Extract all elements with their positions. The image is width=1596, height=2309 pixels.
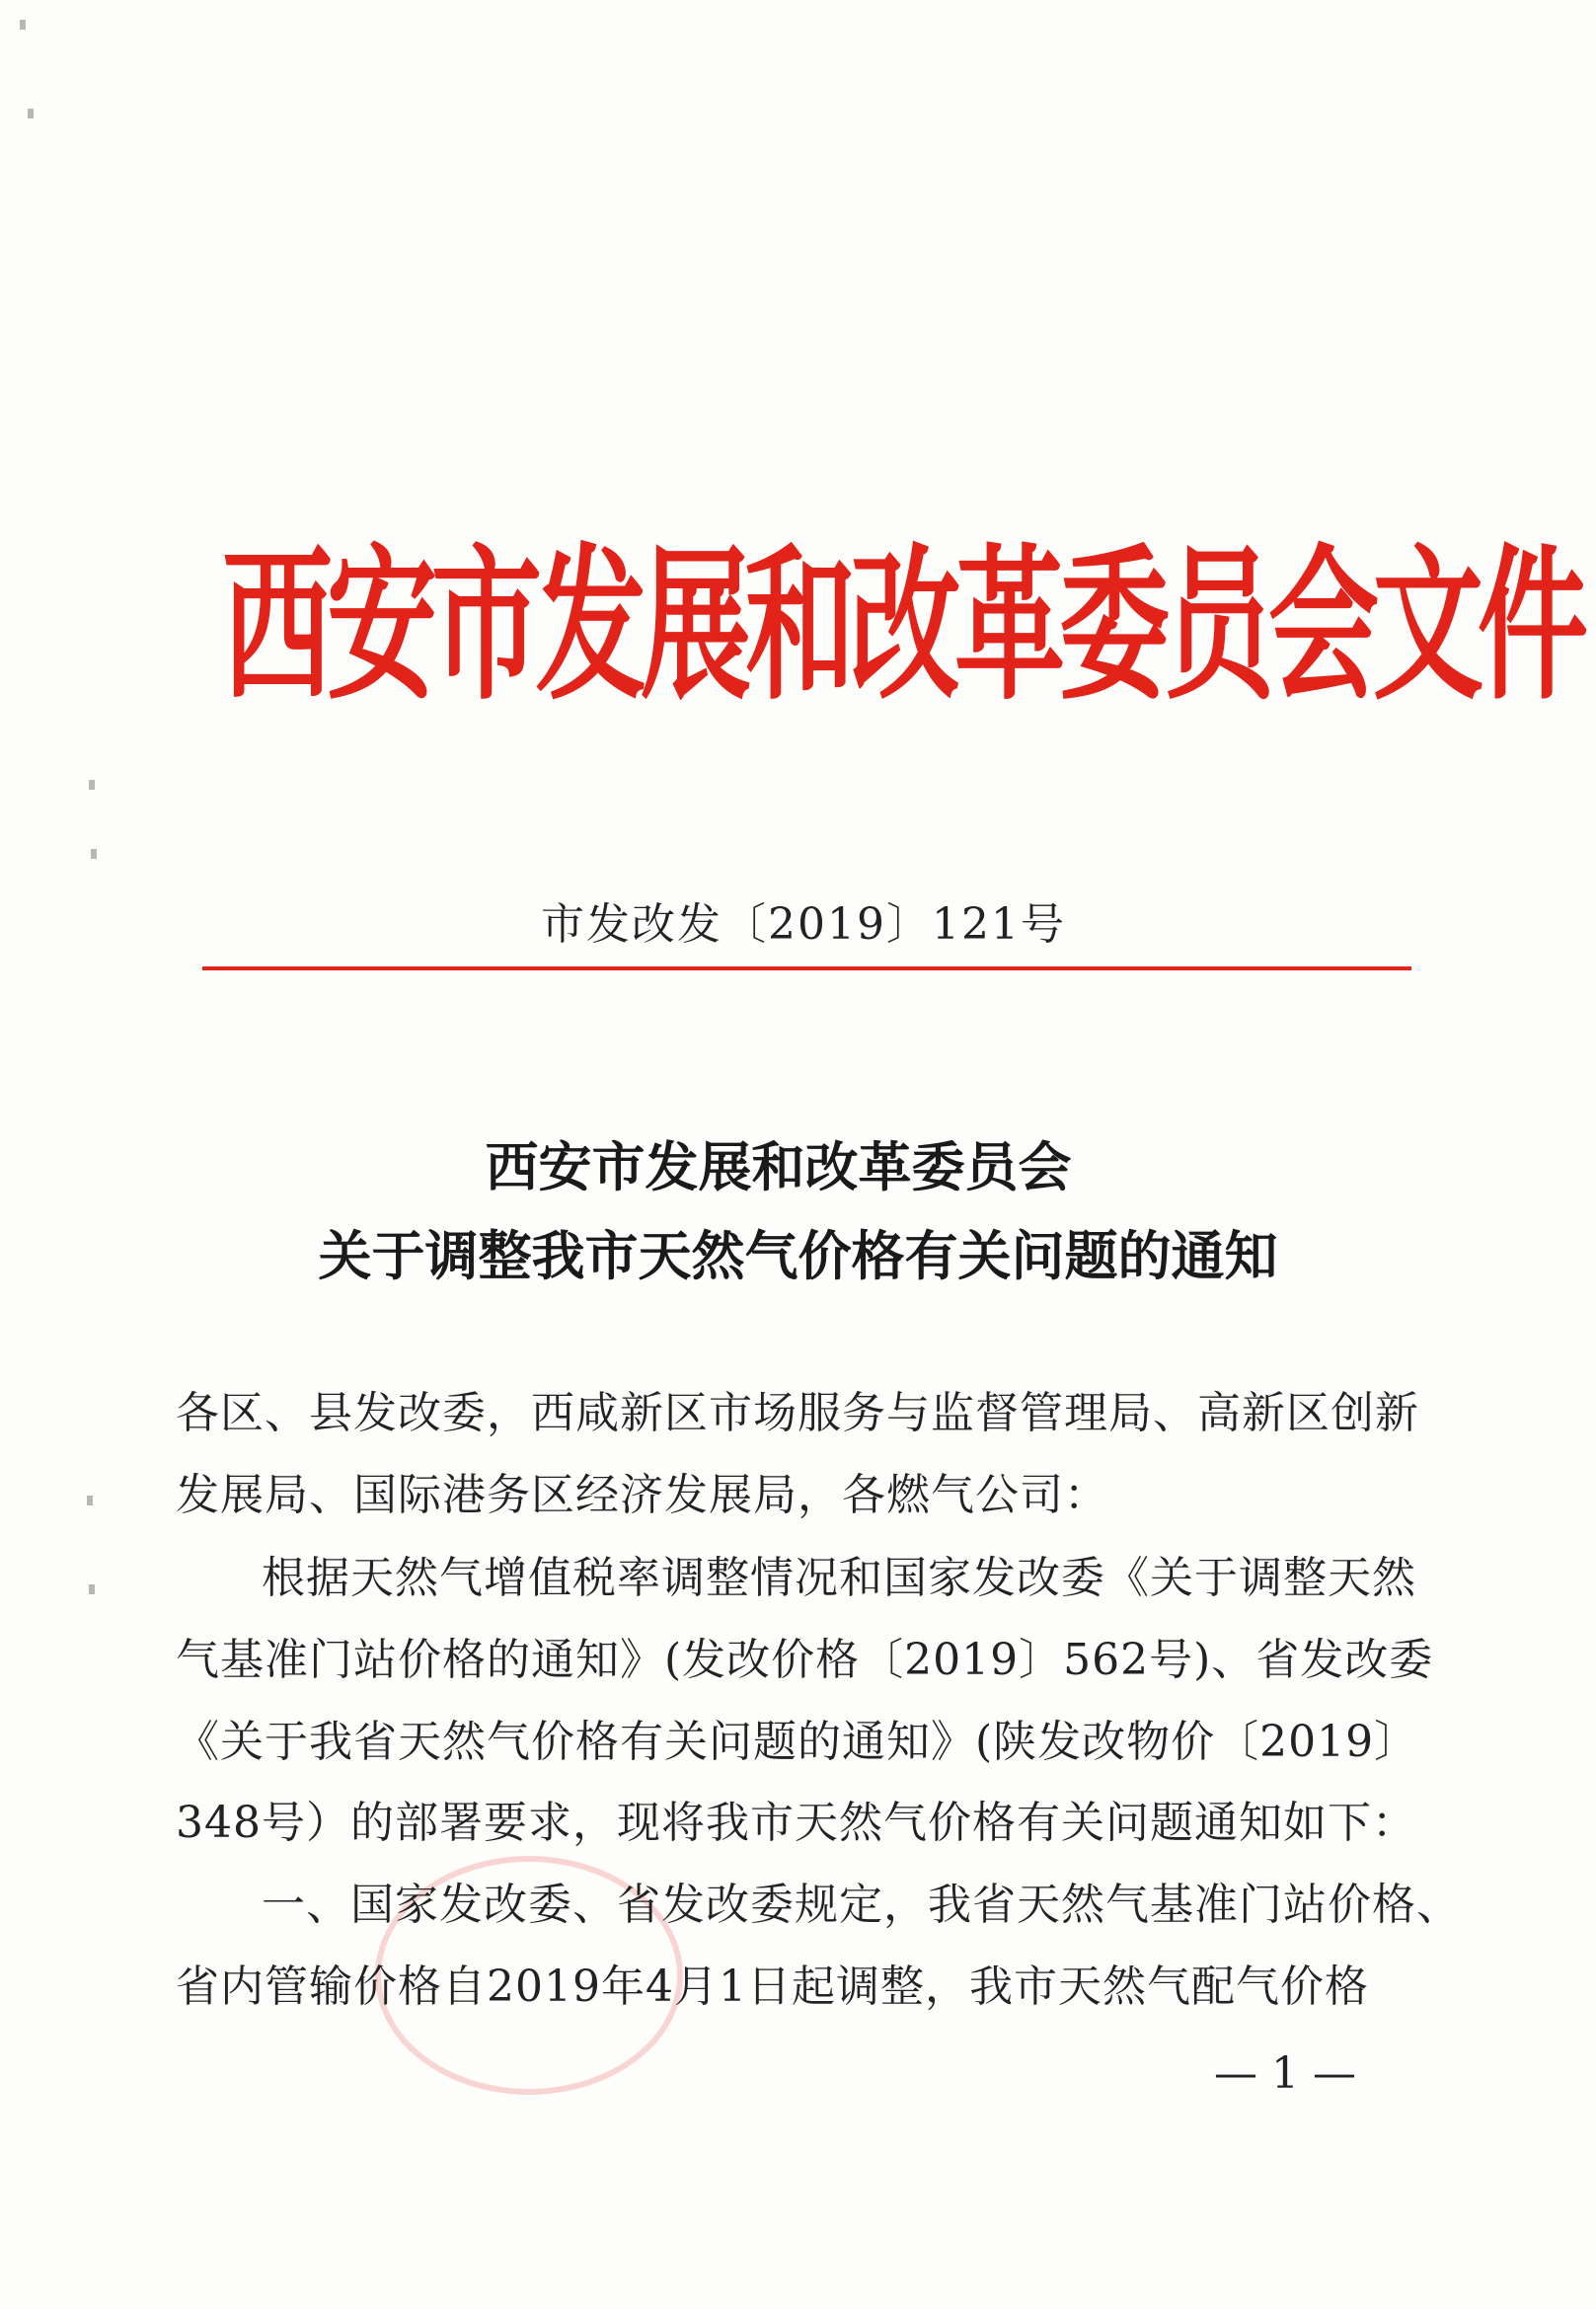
- body-paragraph-line: 气基准门站价格的通知》(发改价格〔2019〕562号)、省发改委: [176, 1635, 1434, 1685]
- body-paragraph-line: 省内管输价格自2019年4月1日起调整，我市天然气配气价格: [176, 1962, 1369, 2012]
- scan-mark: [91, 849, 97, 859]
- body-paragraph-line: 根据天然气增值税率调整情况和国家发改委《关于调整天然: [262, 1553, 1416, 1603]
- body-paragraph-line: 一、国家发改委、省发改委规定，我省天然气基准门站价格、: [262, 1880, 1461, 1930]
- notice-title-line1: 西安市发展和改革委员会: [485, 1135, 1072, 1198]
- document-header-title: 西安市发展和改革委员会文件: [222, 529, 1582, 724]
- scan-mark: [87, 1496, 93, 1505]
- body-paragraph-line: 各区、县发改委，西咸新区市场服务与监督管理局、高新区创新: [176, 1388, 1419, 1438]
- scan-mark: [89, 1584, 95, 1594]
- document-number: 市发改发〔2019〕121号: [541, 899, 1066, 950]
- body-paragraph-line: 348号）的部署要求，现将我市天然气价格有关问题通知如下：: [176, 1798, 1416, 1848]
- body-paragraph-line: 《关于我省天然气价格有关问题的通知》(陕发改物价〔2019〕: [176, 1717, 1419, 1767]
- body-paragraph-line: 发展局、国际港务区经济发展局，各燃气公司：: [176, 1470, 1108, 1520]
- notice-title-line2: 关于调整我市天然气价格有关问题的通知: [318, 1224, 1278, 1287]
- scan-mark: [28, 109, 34, 118]
- page-number: — 1 —: [1214, 2048, 1356, 2099]
- header-red-rule: [202, 966, 1411, 970]
- scan-mark: [20, 20, 26, 30]
- scan-mark: [89, 780, 95, 790]
